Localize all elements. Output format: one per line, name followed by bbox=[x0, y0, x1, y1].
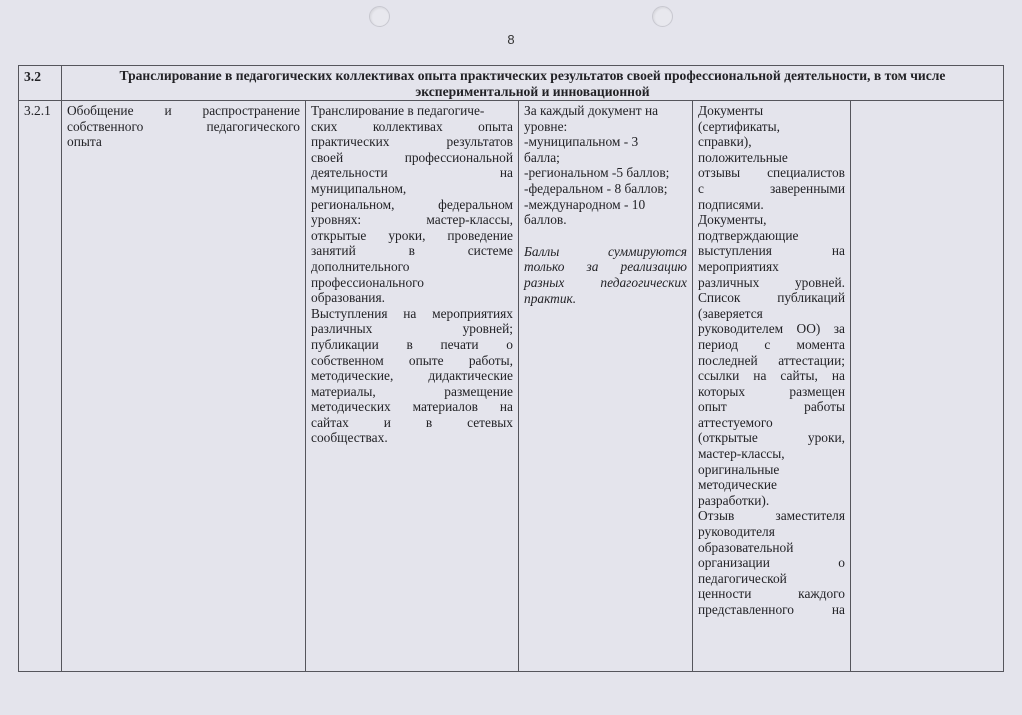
punch-hole-left bbox=[369, 6, 390, 27]
scoring-text bbox=[524, 103, 687, 228]
text-line: методические, дидактические bbox=[311, 368, 513, 384]
text-line: За каждый документ на bbox=[524, 103, 659, 118]
punch-hole-right bbox=[652, 6, 673, 27]
text-line: опыт работы bbox=[698, 399, 845, 415]
text-line: ссылки на сайты, на bbox=[698, 368, 845, 384]
description-cell bbox=[306, 101, 519, 672]
text-line: региональном, федеральном bbox=[311, 196, 513, 212]
text-line: дополнительного bbox=[311, 258, 410, 274]
text-line: публикации в печати о bbox=[311, 336, 513, 352]
text-line: собственном опыте работы, bbox=[311, 352, 513, 368]
criteria-table bbox=[18, 65, 1004, 672]
text-line: положительные bbox=[698, 149, 788, 165]
text-line: сообществах. bbox=[311, 430, 388, 446]
text-line: материалы, размещение bbox=[311, 383, 513, 399]
text-line: уровнях: мастер-классы, bbox=[311, 212, 513, 228]
text-line: которых размещен bbox=[698, 383, 845, 399]
text-line: собственного педагогического bbox=[67, 118, 300, 134]
text-line: (открытые уроки, bbox=[698, 430, 845, 446]
section-title: Транслирование в педагогических коллективах опыта практических результатов своей профессиональной деятельности, в том числе экспериментальной и инновационной bbox=[62, 66, 1004, 101]
evidence-cell bbox=[693, 101, 851, 672]
evidence-text bbox=[698, 103, 845, 618]
text-line: Обобщение и распространение bbox=[67, 103, 300, 118]
text-line: Транслирование в педагогиче- bbox=[311, 103, 485, 118]
table-row bbox=[19, 101, 1004, 672]
text-line: ских коллективах опыта bbox=[311, 118, 513, 134]
text-line: методических материалов на bbox=[311, 399, 513, 415]
section-number: 3.2 bbox=[19, 66, 62, 101]
text-line: -муниципальном - 3 bbox=[524, 134, 639, 150]
text-line: Баллы суммируются bbox=[524, 243, 687, 259]
text-line: только за реализацию bbox=[524, 259, 687, 275]
text-line: деятельности на bbox=[311, 165, 513, 181]
text-line: (заверяется bbox=[698, 305, 763, 321]
text-line: выступления на bbox=[698, 243, 845, 259]
page-number: 8 bbox=[507, 32, 515, 47]
text-line: разработки). bbox=[698, 492, 770, 508]
extra-cell bbox=[851, 101, 1004, 672]
text-line: профессионального bbox=[311, 274, 424, 290]
text-line: руководителем ОО) за bbox=[698, 321, 845, 337]
text-line: практик. bbox=[524, 290, 577, 306]
text-line: оригинальные bbox=[698, 461, 780, 477]
scoring-cell bbox=[519, 101, 693, 672]
text-line: Документы, bbox=[698, 212, 767, 228]
text-line: (сертификаты, bbox=[698, 118, 780, 134]
text-line: Выступления на мероприятиях bbox=[311, 305, 513, 321]
text-line: разных педагогических bbox=[524, 274, 687, 290]
text-line: период с момента bbox=[698, 336, 845, 352]
text-line: -региональном -5 баллов; bbox=[524, 165, 670, 181]
row-number: 3.2.1 bbox=[19, 101, 62, 672]
section-header-row bbox=[19, 66, 1004, 101]
text-line: балла; bbox=[524, 149, 560, 165]
text-line: педагогической bbox=[698, 570, 787, 586]
text-line: своей профессиональной bbox=[311, 149, 513, 165]
text-line: -международном - 10 bbox=[524, 196, 646, 212]
text-line: последней аттестации; bbox=[698, 352, 845, 368]
scoring-note bbox=[524, 244, 687, 306]
text-line: подтверждающие bbox=[698, 227, 799, 243]
text-line: баллов. bbox=[524, 212, 567, 228]
text-line: с заверенными bbox=[698, 180, 845, 196]
text-line: аттестуемого bbox=[698, 414, 773, 430]
text-line: уровне: bbox=[524, 118, 568, 134]
text-line: муниципальном, bbox=[311, 180, 407, 196]
text-line: отзывы специалистов bbox=[698, 165, 845, 181]
text-line: сайтах и в сетевых bbox=[311, 414, 513, 430]
text-line: методические bbox=[698, 477, 777, 493]
indicator-text bbox=[67, 103, 300, 150]
description-text bbox=[311, 103, 513, 446]
text-line: Список публикаций bbox=[698, 290, 845, 306]
text-line: Документы bbox=[698, 103, 764, 118]
text-line: мастер-классы, bbox=[698, 446, 785, 462]
text-line: руководителя bbox=[698, 524, 775, 540]
text-line: образования. bbox=[311, 290, 385, 306]
text-line: представленного на bbox=[698, 602, 845, 617]
text-line: различных уровней. bbox=[698, 274, 845, 290]
text-line: занятий в системе bbox=[311, 243, 513, 259]
text-line: подписями. bbox=[698, 196, 764, 212]
text-line: практических результатов bbox=[311, 134, 513, 150]
indicator-cell bbox=[62, 101, 306, 672]
text-line: различных уровней; bbox=[311, 321, 513, 337]
text-line: -федеральном - 8 баллов; bbox=[524, 180, 668, 196]
text-line: организации о bbox=[698, 555, 845, 571]
text-line: справки), bbox=[698, 134, 752, 150]
text-line: открытые уроки, проведение bbox=[311, 227, 513, 243]
text-line: образовательной bbox=[698, 539, 794, 555]
text-line: мероприятиях bbox=[698, 258, 779, 274]
text-line: Отзыв заместителя bbox=[698, 508, 845, 524]
text-line: ценности каждого bbox=[698, 586, 845, 602]
text-line: опыта bbox=[67, 134, 102, 150]
